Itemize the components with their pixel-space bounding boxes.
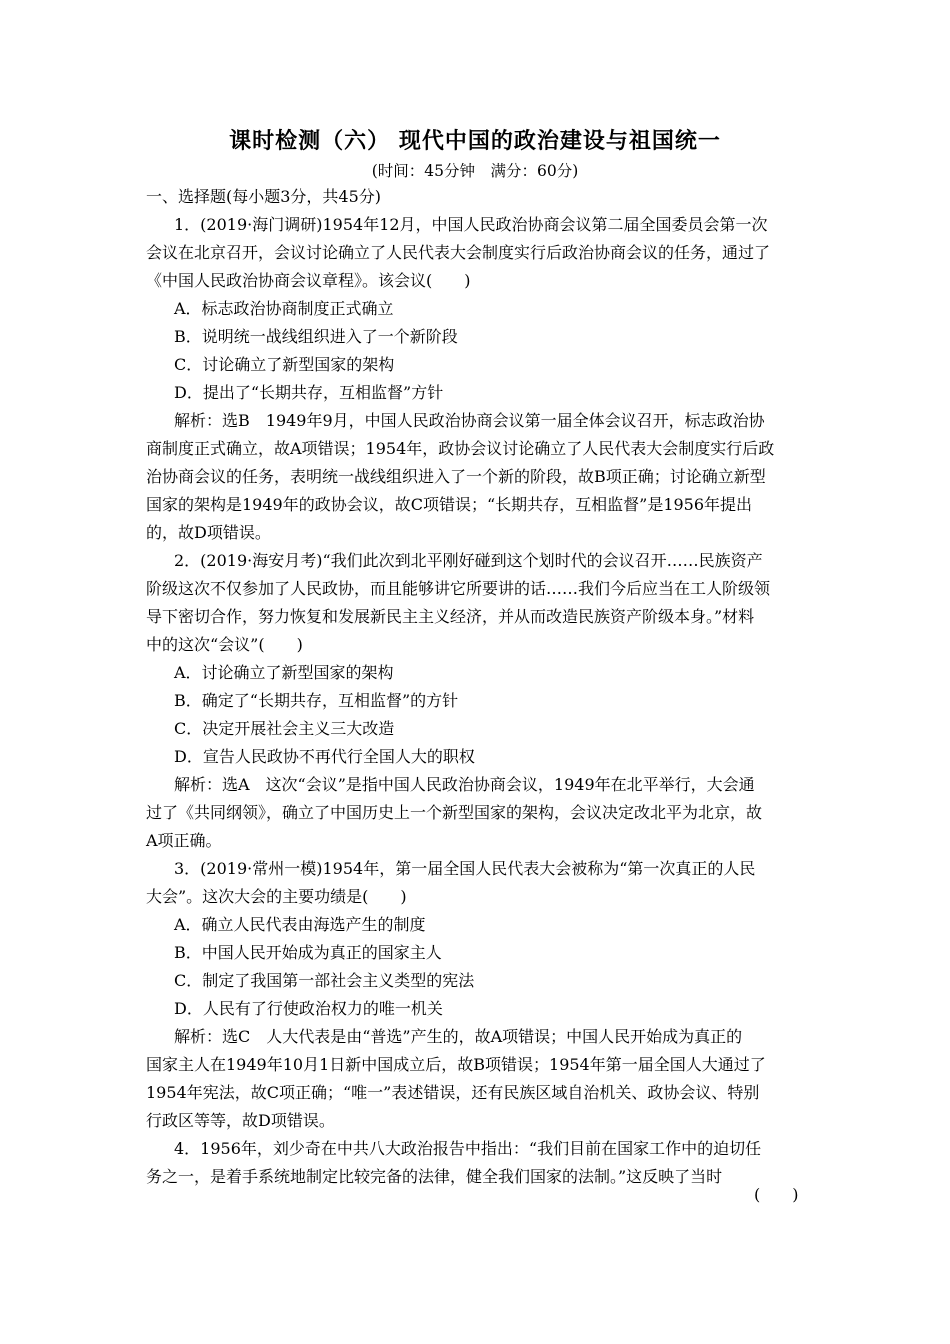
- q1-analysis-5: 的，故D项错误。: [146, 523, 271, 542]
- q1-line-3: 《中国人民政治协商会议章程》。该会议( ): [146, 271, 471, 290]
- q2-option-d: D．宣告人民政协不再代行全国人大的职权: [174, 747, 475, 766]
- q2-analysis-1: 解析：选A 这次“会议”是指中国人民政治协商会议，1949年在北平举行，大会通: [174, 775, 755, 794]
- q1-analysis-3: 治协商会议的任务，表明统一战线组织进入了一个新的阶段，故B项正确；讨论确立新型: [146, 467, 766, 486]
- q1-option-d: D．提出了“长期共存，互相监督”方针: [174, 383, 444, 402]
- q2-line-3: 导下密切合作，努力恢复和发展新民主主义经济，并从而改造民族资产阶级本身。”材料: [146, 607, 755, 626]
- q4-line-2: 务之一，是着手系统地制定比较完备的法律，健全我们国家的法制。”这反映了当时: [146, 1167, 723, 1186]
- q1-option-b: B．说明统一战线组织进入了一个新阶段: [174, 327, 458, 346]
- page-title: 课时检测（六） 现代中国的政治建设与祖国统一: [229, 129, 721, 154]
- q2-line-1: 2．(2019·海安月考)“我们此次到北平刚好碰到这个划时代的会议召开……民族资产: [174, 551, 763, 570]
- q3-analysis-4: 行政区等等，故D项错误。: [146, 1111, 335, 1130]
- q2-analysis-2: 过了《共同纲领》，确立了中国历史上一个新型国家的架构，会议决定改北平为北京，故: [146, 803, 763, 822]
- q3-analysis-2: 国家主人在1949年10月1日新中国成立后，故B项错误；1954年第一届全国人大通过了: [146, 1055, 766, 1074]
- q2-line-2: 阶级这次不仅参加了人民政协，而且能够讲它所要讲的话……我们今后应当在工人阶级领: [146, 579, 771, 598]
- q1-option-a: A．标志政治协商制度正式确立: [174, 299, 394, 318]
- q4-answer-blank: ( ): [754, 1185, 799, 1204]
- q4-line-1: 4．1956年，刘少奇在中共八大政治报告中指出：“我们目前在国家工作中的迫切任: [174, 1139, 762, 1158]
- q2-option-a: A．讨论确立了新型国家的架构: [174, 663, 394, 682]
- q3-option-a: A．确立人民代表由海选产生的制度: [174, 915, 426, 934]
- q1-line-1: 1．(2019·海门调研)1954年12月，中国人民政治协商会议第二届全国委员会第一次: [174, 215, 768, 234]
- q3-option-b: B．中国人民开始成为真正的国家主人: [174, 943, 442, 962]
- q2-option-b: B．确定了“长期共存，互相监督”的方针: [174, 691, 459, 710]
- section-heading: 一、选择题(每小题3分，共45分): [146, 187, 382, 206]
- q1-analysis-1: 解析：选B 1949年9月，中国人民政治协商会议第一届全体会议召开，标志政治协: [174, 411, 765, 430]
- q2-analysis-3: A项正确。: [146, 831, 222, 850]
- q3-line-1: 3．(2019·常州一模)1954年，第一届全国人民代表大会被称为“第一次真正的人民: [174, 859, 756, 878]
- time-score-note: (时间：45分钟 满分：60分): [371, 162, 579, 180]
- q3-analysis-3: 1954年宪法，故C项正确；“唯一”表述错误，还有民族区域自治机关、政协会议、特别: [146, 1083, 760, 1102]
- q1-analysis-2: 商制度正式确立，故A项错误；1954年，政协会议讨论确立了人民代表大会制度实行后政: [146, 439, 775, 458]
- q2-option-c: C．决定开展社会主义三大改造: [174, 719, 395, 738]
- q3-option-c: C．制定了我国第一部社会主义类型的宪法: [174, 971, 475, 990]
- q1-analysis-4: 国家的架构是1949年的政协会议，故C项错误；“长期共存，互相监督”是1956年提出: [146, 495, 753, 514]
- q1-option-c: C．讨论确立了新型国家的架构: [174, 355, 395, 374]
- q2-line-4: 中的这次“会议”( ): [146, 635, 303, 654]
- q1-line-2: 会议在北京召开，会议讨论确立了人民代表大会制度实行后政治协商会议的任务，通过了: [146, 243, 771, 262]
- q3-line-2: 大会”。这次大会的主要功绩是( ): [146, 887, 407, 906]
- q3-analysis-1: 解析：选C 人大代表是由“普选”产生的，故A项错误；中国人民开始成为真正的: [174, 1027, 743, 1046]
- q3-option-d: D．人民有了行使政治权力的唯一机关: [174, 999, 443, 1018]
